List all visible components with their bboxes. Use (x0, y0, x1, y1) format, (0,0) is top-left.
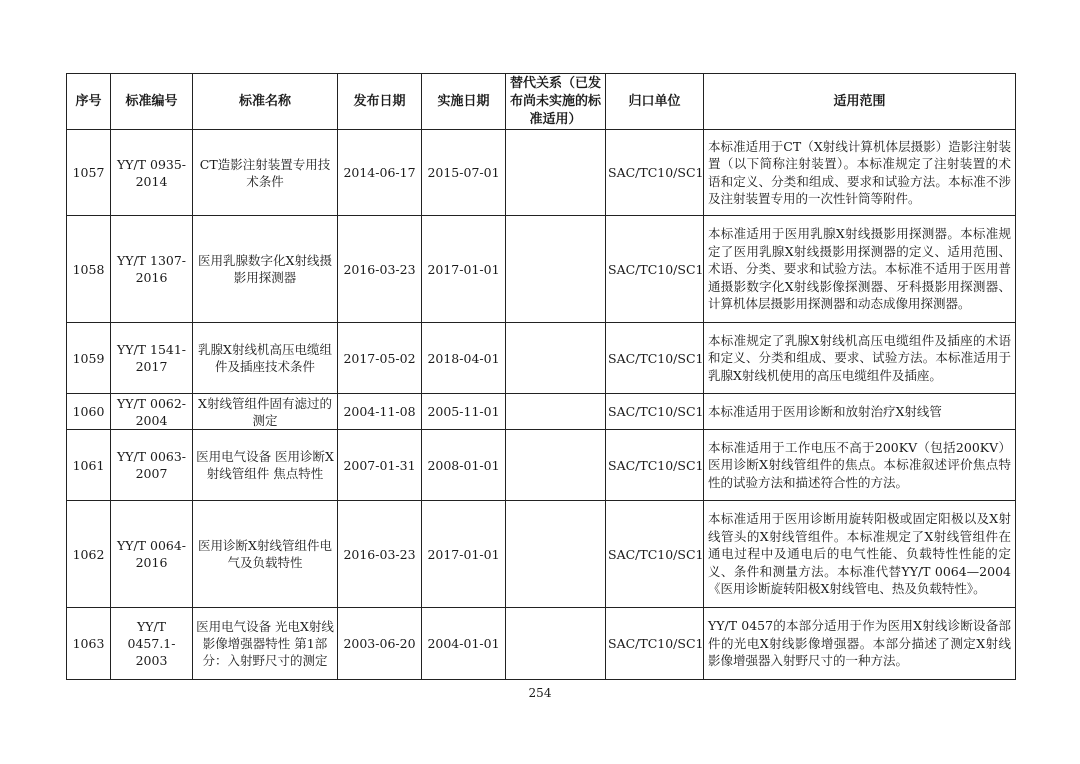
page-number: 254 (528, 686, 552, 700)
table-row (67, 130, 1016, 216)
cell-implement-date: 2005-11-01 (422, 394, 506, 430)
standards-table (66, 73, 1016, 680)
cell-std-no: YY/T 0935-2014 (111, 130, 193, 216)
cell-scope: 本标准适用于CT（X射线计算机体层摄影）造影注射装置（以下简称注射装置）。本标准规定了注射装置的术语和定义、分类和组成、要求和试验方法。本标准不涉及注射装置专用的一次性针筒等附件。 (704, 130, 1016, 216)
cell-seq: 1059 (67, 323, 111, 394)
cell-implement-date: 2017-01-01 (422, 216, 506, 323)
header-row (67, 74, 1016, 130)
cell-std-no: YY/T 0064-2016 (111, 501, 193, 608)
cell-name: 医用电气设备 光电X射线影像增强器特性 第1部分：入射野尺寸的测定 (193, 608, 338, 680)
cell-std-no: YY/T 0457.1-2003 (111, 608, 193, 680)
cell-implement-date: 2017-01-01 (422, 501, 506, 608)
cell-implement-date: 2018-04-01 (422, 323, 506, 394)
cell-seq: 1060 (67, 394, 111, 430)
cell-scope: 本标准适用于医用诊断用旋转阳极或固定阳极以及X射线管头的X射线管组件。本标准规定了X射线管组件在通电过程中及通电后的电气性能、负载特性性能的定义、条件和测量方法。本标准代替YY/T 0064—2004《医用诊断旋转阳极X射线管电、热及负载特性》。 (704, 501, 1016, 608)
cell-unit: SAC/TC10/SC1 (606, 430, 704, 501)
cell-name: 医用诊断X射线管组件电气及负载特性 (193, 501, 338, 608)
cell-seq: 1061 (67, 430, 111, 501)
cell-publish-date: 2016-03-23 (338, 501, 422, 608)
header-scope: 适用范围 (704, 74, 1016, 130)
header-implement-date: 实施日期 (422, 74, 506, 130)
cell-scope: 本标准适用于工作电压不高于200KV（包括200KV）医用诊断X射线管组件的焦点。本标准叙述评价焦点特性的试验方法和描述符合性的方法。 (704, 430, 1016, 501)
cell-implement-date: 2015-07-01 (422, 130, 506, 216)
cell-replace (506, 130, 606, 216)
cell-name: CT造影注射装置专用技术条件 (193, 130, 338, 216)
cell-std-no: YY/T 1307-2016 (111, 216, 193, 323)
table-row (67, 216, 1016, 323)
cell-unit: SAC/TC10/SC1 (606, 323, 704, 394)
table-row (67, 430, 1016, 501)
cell-replace (506, 394, 606, 430)
cell-scope: 本标准适用于医用诊断和放射治疗X射线管 (704, 394, 1016, 430)
cell-replace (506, 501, 606, 608)
cell-unit: SAC/TC10/SC1 (606, 216, 704, 323)
cell-name: 医用乳腺数字化X射线摄影用探测器 (193, 216, 338, 323)
cell-scope: 本标准适用于医用乳腺X射线摄影用探测器。本标准规定了医用乳腺X射线摄影用探测器的定义、适用范围、术语、分类、要求和试验方法。本标准不适用于医用普通摄影数字化X射线影像探测器、牙科摄影用探测器、计算机体层摄影用探测器和动态成像用探测器。 (704, 216, 1016, 323)
table-row (67, 394, 1016, 430)
cell-scope: YY/T 0457的本部分适用于作为医用X射线诊断设备部件的光电X射线影像增强器。本部分描述了测定X射线影像增强器入射野尺寸的一种方法。 (704, 608, 1016, 680)
cell-unit: SAC/TC10/SC1 (606, 394, 704, 430)
header-publish-date: 发布日期 (338, 74, 422, 130)
cell-std-no: YY/T 1541-2017 (111, 323, 193, 394)
cell-seq: 1058 (67, 216, 111, 323)
cell-name: 乳腺X射线机高压电缆组件及插座技术条件 (193, 323, 338, 394)
cell-replace (506, 430, 606, 501)
table-row (67, 501, 1016, 608)
header-seq: 序号 (67, 74, 111, 130)
cell-seq: 1057 (67, 130, 111, 216)
cell-publish-date: 2014-06-17 (338, 130, 422, 216)
cell-seq: 1063 (67, 608, 111, 680)
cell-name: X射线管组件固有滤过的测定 (193, 394, 338, 430)
cell-implement-date: 2008-01-01 (422, 430, 506, 501)
cell-unit: SAC/TC10/SC1 (606, 130, 704, 216)
cell-unit: SAC/TC10/SC1 (606, 501, 704, 608)
cell-implement-date: 2004-01-01 (422, 608, 506, 680)
cell-unit: SAC/TC10/SC1 (606, 608, 704, 680)
table-row (67, 323, 1016, 394)
header-replace: 替代关系（已发布尚未实施的标准适用） (506, 74, 606, 130)
cell-publish-date: 2003-06-20 (338, 608, 422, 680)
cell-publish-date: 2016-03-23 (338, 216, 422, 323)
cell-scope: 本标准规定了乳腺X射线机高压电缆组件及插座的术语和定义、分类和组成、要求、试验方法。本标准适用于乳腺X射线机使用的高压电缆组件及插座。 (704, 323, 1016, 394)
cell-seq: 1062 (67, 501, 111, 608)
table-row (67, 608, 1016, 680)
header-unit: 归口单位 (606, 74, 704, 130)
cell-replace (506, 216, 606, 323)
header-std-no: 标准编号 (111, 74, 193, 130)
cell-name: 医用电气设备 医用诊断X射线管组件 焦点特性 (193, 430, 338, 501)
header-name: 标准名称 (193, 74, 338, 130)
cell-replace (506, 323, 606, 394)
cell-publish-date: 2017-05-02 (338, 323, 422, 394)
cell-replace (506, 608, 606, 680)
cell-publish-date: 2007-01-31 (338, 430, 422, 501)
cell-std-no: YY/T 0062-2004 (111, 394, 193, 430)
cell-std-no: YY/T 0063-2007 (111, 430, 193, 501)
cell-publish-date: 2004-11-08 (338, 394, 422, 430)
